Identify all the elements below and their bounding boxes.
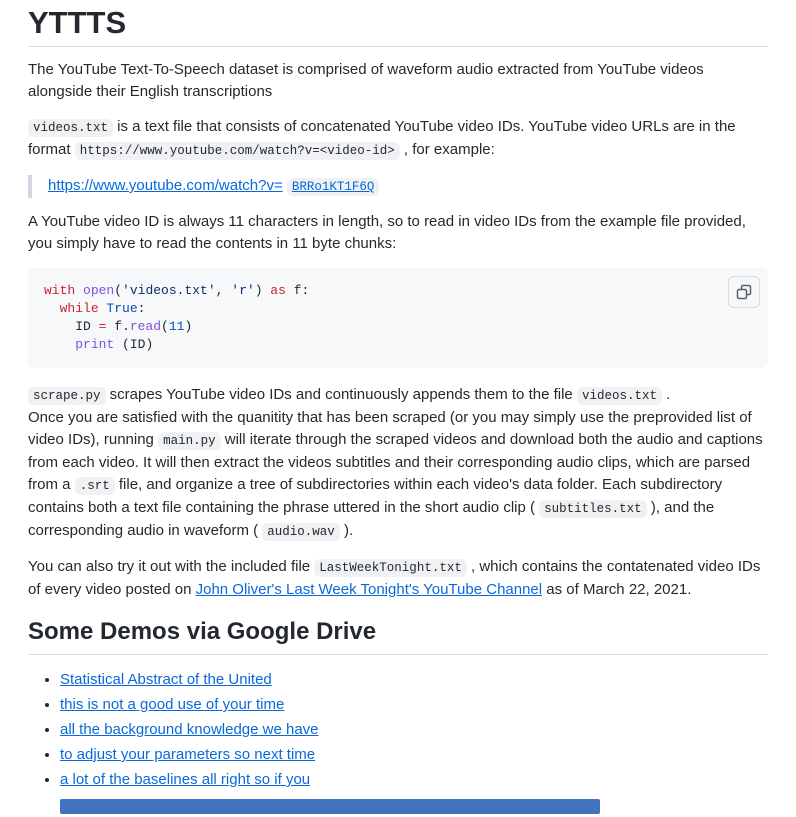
code-token: with [44, 283, 84, 298]
paragraph-text: is a text file that consists of concatenated YouTube video IDs. YouTube video URLs are in the format [28, 118, 736, 158]
paragraph-text: file, and organize a tree of subdirectories within each video's data folder. Each subdirectory contains both a text file containing the phrase uttered in the short audio clip ( [28, 476, 723, 516]
code-token: open [83, 283, 115, 298]
inline-code-subtitles-txt: subtitles.txt [539, 500, 647, 518]
python-code[interactable] [44, 282, 752, 354]
youtube-channel-link[interactable]: John Oliver's Last Week Tonight's YouTube Channel [195, 581, 543, 598]
demos-heading: Some Demos via Google Drive [28, 617, 768, 655]
inline-code-main-py: main.py [158, 432, 221, 450]
code-token: 'videos.txt' [122, 283, 216, 298]
list-item [60, 744, 768, 766]
example-blockquote [28, 175, 768, 198]
paragraph-text: ), and the corresponding audio in waveform ( [28, 499, 715, 539]
list-item [60, 769, 768, 791]
paragraph-text: Once you are satisfied with the quanitity that has been scraped (or you may simply use the preprovided list of video IDs), running [28, 409, 752, 448]
inline-code-scrape-py: scrape.py [28, 387, 106, 405]
demos-list [28, 669, 768, 817]
usage-paragraph [28, 384, 768, 543]
inline-code-videos-txt-2: videos.txt [577, 387, 662, 405]
code-token: ( [114, 283, 123, 298]
video-id-length-paragraph [28, 211, 768, 255]
code-token: ( [161, 319, 169, 334]
code-token: while [59, 301, 107, 316]
code-token: f. [114, 319, 130, 334]
paragraph-text: , for example: [399, 141, 495, 158]
code-token: True [106, 301, 138, 316]
paragraph-text: scrapes YouTube video IDs and continuously appends them to the file [105, 386, 577, 403]
code-token: 'r' [231, 283, 255, 298]
list-item [60, 719, 768, 741]
demo-link-2[interactable]: this is not a good use of your time [60, 696, 285, 713]
code-token: ) [184, 319, 193, 334]
copy-icon [736, 284, 752, 300]
paragraph-text: You can also try it out with the included file [28, 558, 315, 575]
demo-link-5[interactable]: a lot of the baselines all right so if you [60, 771, 311, 788]
code-token: : [137, 301, 146, 316]
paragraph-text: ). [339, 522, 354, 539]
videos-file-paragraph [28, 116, 768, 162]
list-item-clipped [60, 795, 768, 817]
page-title: YTTTS [28, 6, 768, 47]
inline-code-lastweektonight-txt: LastWeekTonight.txt [314, 559, 467, 577]
paragraph-text: . [661, 386, 671, 403]
code-token: read [129, 319, 162, 334]
code-token: ID [44, 319, 99, 334]
code-token: as [270, 283, 286, 298]
example-url-link[interactable]: https://www.youtube.com/watch?v= [48, 177, 283, 194]
code-token: ) [254, 283, 271, 298]
code-token: 11 [168, 319, 185, 334]
demo-link-4[interactable]: to adjust your parameters so next time [60, 746, 316, 763]
list-item [60, 694, 768, 716]
inline-code-srt: .srt [75, 477, 115, 495]
code-block [28, 268, 768, 368]
inline-code-audio-wav: audio.wav [262, 523, 340, 541]
clipped-demo-link[interactable] [60, 799, 600, 814]
list-item [60, 669, 768, 691]
code-token: = [98, 319, 115, 334]
paragraph-text: will iterate through the scraped videos and download both the audio and captions from each video. It will then extract the videos subtitles and their corresponding audio clips, which are parsed from a [28, 431, 763, 493]
code-token: print [75, 337, 115, 352]
paragraph-text: as of March 22, 2021. [542, 581, 692, 598]
inline-code-url-format: https://www.youtube.com/watch?v=<video-id> [75, 142, 400, 160]
intro-paragraph [28, 59, 768, 103]
code-token: (ID) [114, 337, 154, 352]
example-video-id-link[interactable] [287, 177, 380, 194]
inline-code-videos-txt: videos.txt [28, 119, 113, 137]
lastweektonight-paragraph [28, 556, 768, 601]
demo-link-1[interactable]: Statistical Abstract of the United [60, 671, 272, 688]
paragraph-text: A YouTube video ID is always 11 characters in length, so to read in video IDs from the example file provided, you simply have to read the contents in 11 byte chunks: [28, 213, 746, 252]
copy-code-button[interactable] [728, 276, 760, 308]
paragraph-text: , which contains the contatenated video IDs of every video posted on [28, 558, 761, 598]
code-token [44, 337, 75, 352]
code-token: f: [285, 283, 310, 298]
intro-text: The YouTube Text-To-Speech dataset is comprised of waveform audio extracted from YouTube videos alongside their English transcriptions [28, 61, 704, 100]
code-token: , [215, 283, 232, 298]
demo-link-3[interactable]: all the background knowledge we have [60, 721, 319, 738]
code-token [44, 301, 60, 316]
inline-code-video-id: BRRo1KT1F6Q [287, 178, 380, 196]
